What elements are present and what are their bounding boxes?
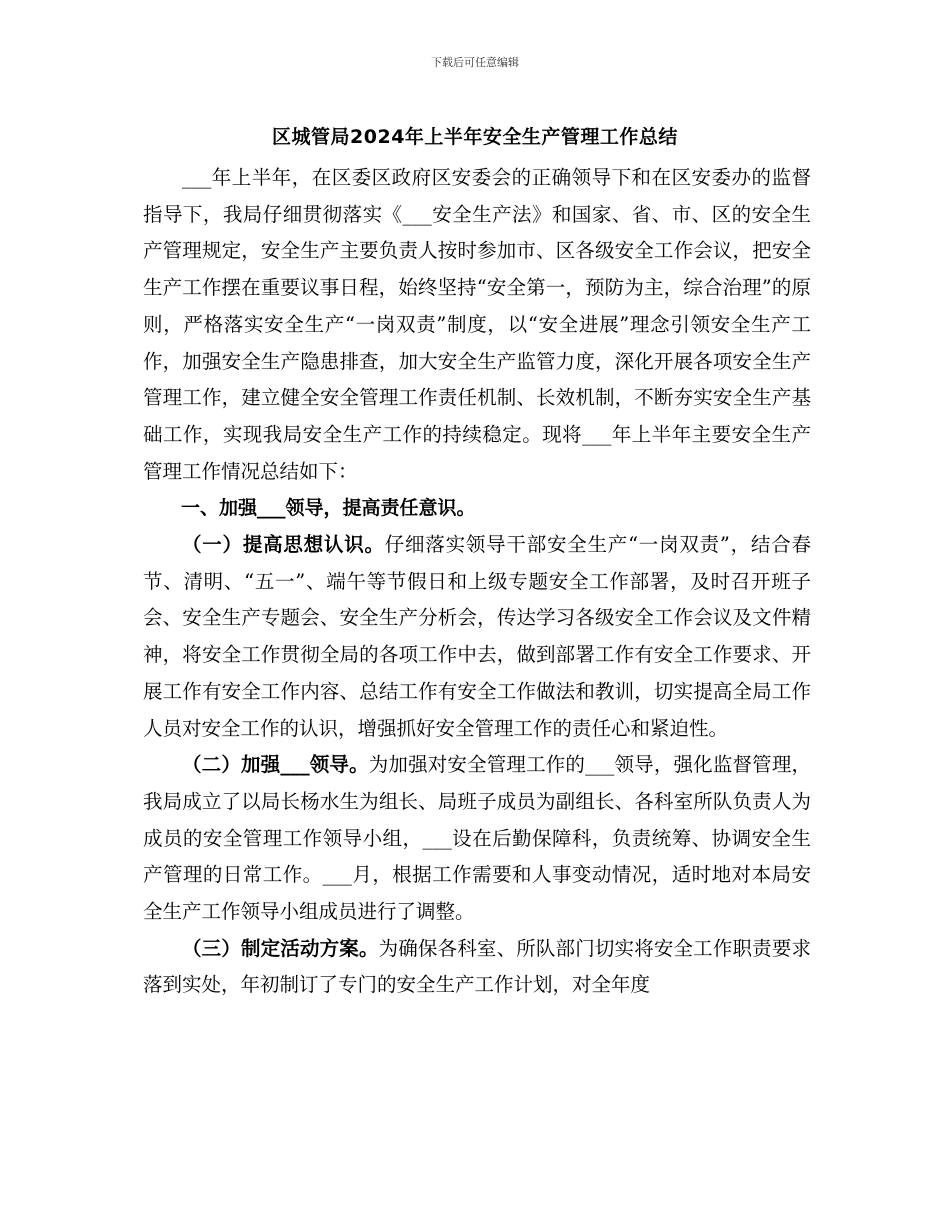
subsection-lead: （二）加强___领导。 (182, 753, 369, 777)
document-title: 区城管局2024年上半年安全生产管理工作总结 (272, 126, 678, 148)
subsection-paragraph (143, 931, 811, 1004)
intro-paragraph (143, 160, 811, 490)
subsection-lead: （一）提高思想认识。 (182, 533, 385, 557)
paragraph-text: 为加强对安全管理工作的___领导，强化监督管理，我局成立了以局长杨水生为组长、局班子成员为副组长、各科室所队负责人为成员的安全管理工作领导小组，___设在后勤保障科，负责统筹、协调安全生产管理的日常工作。___月，根据工作需要和人事变动情况，适时地对本局安全生产工作领导小组成员进行了调整。 (143, 753, 811, 924)
subsection-paragraph (143, 527, 811, 747)
paragraph-text: ___年上半年，在区委区政府区安委会的正确领导下和在区安委办的监督指导下，我局仔细贯彻落实《___安全生产法》和国家、省、市、区的安全生产管理规定，安全生产主要负责人按时参加市、区各级安全工作会议，把安全生产工作摆在重要议事日程，始终坚持“安全第一，预防为主，综合治理”的原则，严格落实安全生产“一岗双责”制度，以“安全进展”理念引领安全生产工作，加强安全生产隐患排查，加大安全生产监管力度，深化开展各项安全生产管理工作，建立健全安全管理工作责任机制、长效机制，不断夯实安全生产基础工作，实现我局安全生产工作的持续稳定。现将___年上半年主要安全生产管理工作情况总结如下： (143, 166, 811, 483)
page-header-note: 下载后可任意编辑 (431, 56, 519, 69)
paragraph-text: 仔细落实领导干部安全生产“一岗双责”，结合春节、清明、“五一”、端午等节假日和上级专题安全工作部署，及时召开班子会、安全生产专题会、安全生产分析会，传达学习各级安全工作会议及文件精神，将安全工作贯彻全局的各项工作中去，做到部署工作有安全工作要求、开展工作有安全工作内容、总结工作有安全工作做法和教训，切实提高全局工作人员对安全工作的认识，增强抓好安全管理工作的责任心和紧迫性。 (143, 533, 811, 740)
subsection-paragraph (143, 747, 811, 931)
subsection-lead: （三）制定活动方案。 (182, 936, 379, 960)
document-body (143, 160, 811, 1004)
section-heading (143, 490, 811, 527)
section-heading-text: 一、加强___领导，提高责任意识。 (181, 497, 476, 520)
paragraph-text: 为确保各科室、所队部门切实将安全工作职责要求落到实处，年初制订了专门的安全生产工作计划，对全年度 (143, 936, 811, 997)
